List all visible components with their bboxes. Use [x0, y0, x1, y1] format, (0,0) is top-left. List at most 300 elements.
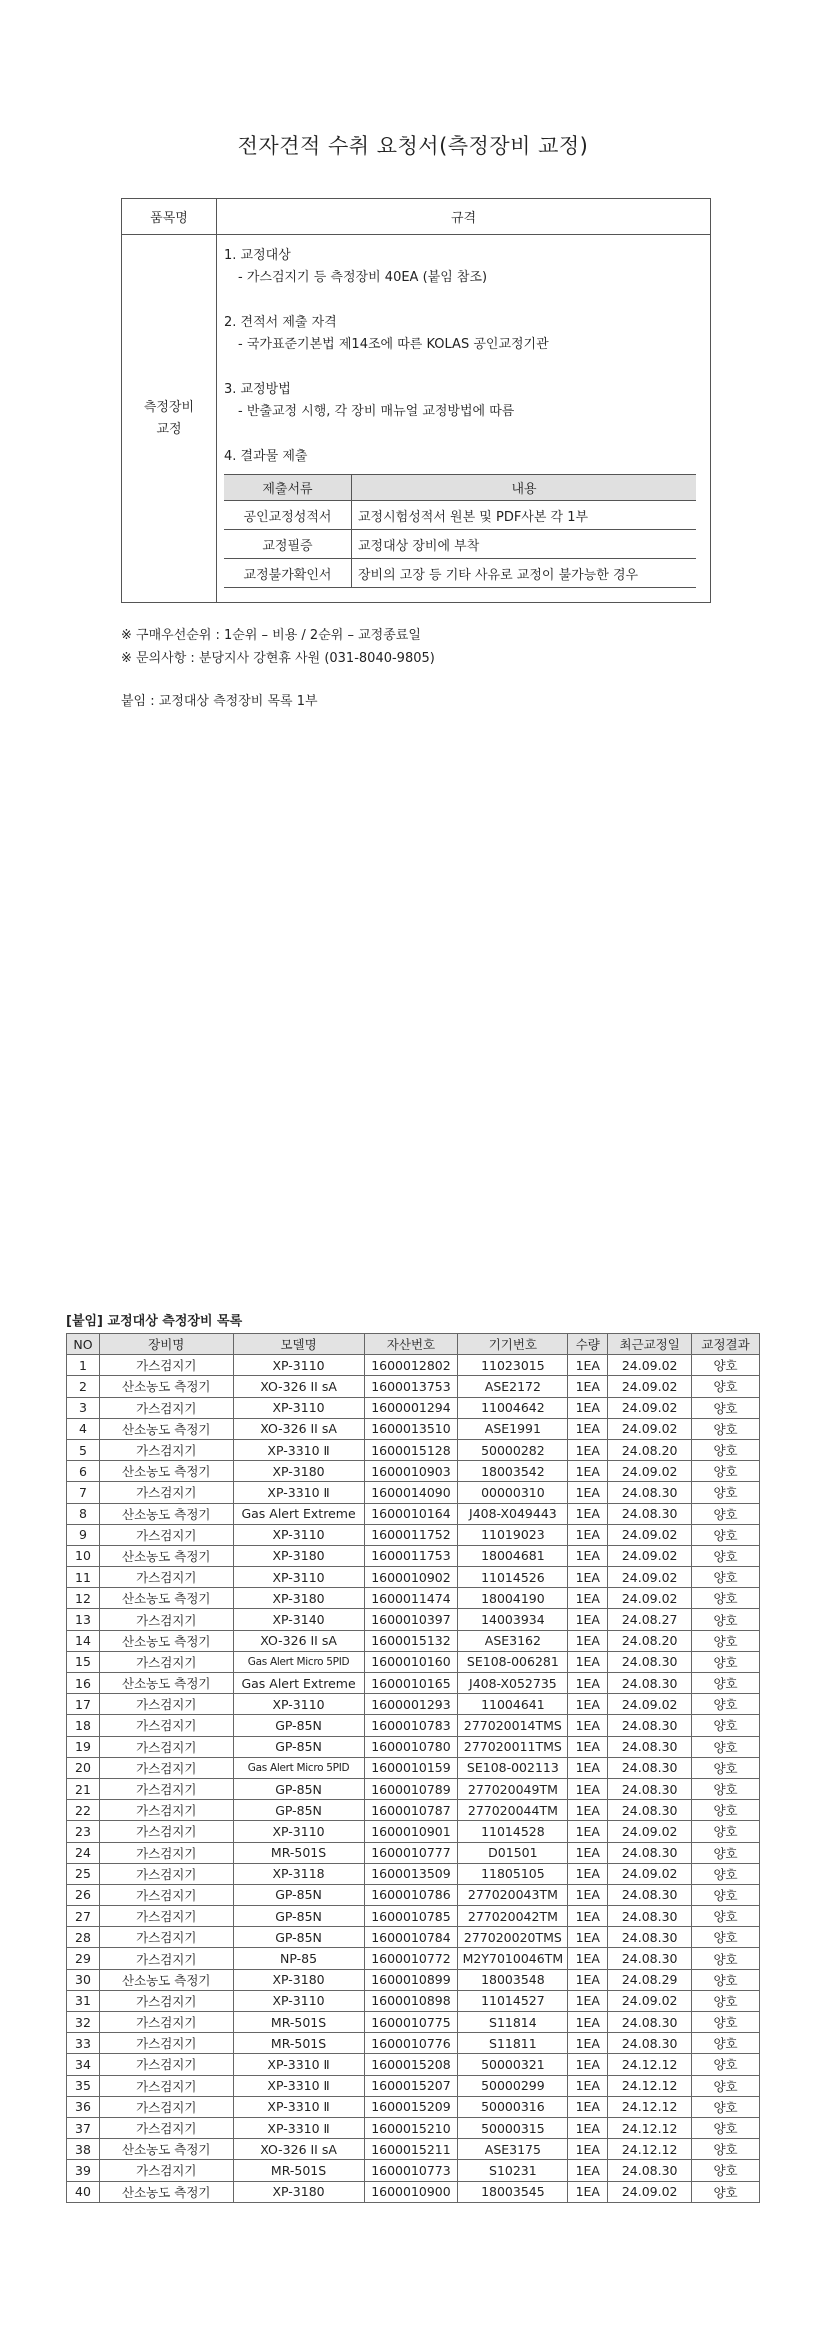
equipment-name-cell: 산소농도 측정기: [99, 1673, 233, 1694]
spec-section: [224, 245, 698, 289]
model-name-cell: GP-85N: [233, 1778, 364, 1799]
no-cell: 24: [67, 1842, 100, 1863]
quantity-cell: 1EA: [568, 2160, 608, 2181]
calibration-result-cell: 양호: [692, 1990, 760, 2011]
item-name-line2: 교정: [156, 421, 182, 437]
equipment-name-cell: 가스검지기: [99, 2096, 233, 2117]
equipment-name-cell: 가스검지기: [99, 2160, 233, 2181]
quantity-cell: 1EA: [568, 2096, 608, 2117]
last-calibration-date-cell: 24.12.12: [608, 2054, 692, 2075]
calibration-result-cell: 양호: [692, 1715, 760, 1736]
no-cell: 40: [67, 2181, 100, 2202]
last-calibration-date-cell: 24.08.30: [608, 1673, 692, 1694]
spec-section: [224, 446, 698, 468]
model-name-cell: XP-3180: [233, 2181, 364, 2202]
table-row: [67, 1503, 760, 1524]
table-row: [67, 1461, 760, 1482]
table-row: [67, 1842, 760, 1863]
asset-number-cell: 1600015128: [364, 1439, 458, 1460]
quantity-header: 수량: [568, 1334, 608, 1355]
serial-number-cell: 11004642: [458, 1397, 568, 1418]
quantity-cell: 1EA: [568, 1715, 608, 1736]
quantity-cell: 1EA: [568, 1673, 608, 1694]
no-cell: 12: [67, 1588, 100, 1609]
no-cell: 38: [67, 2139, 100, 2160]
section-heading: 2. 견적서 제출 자격: [224, 315, 337, 330]
asset-number-cell: 1600010776: [364, 2033, 458, 2054]
last-calibration-date-cell: 24.08.30: [608, 2160, 692, 2181]
asset-number-cell: 1600015210: [364, 2117, 458, 2138]
calibration-result-cell: 양호: [692, 2117, 760, 2138]
col-doc-header: 제출서류: [224, 475, 352, 501]
no-cell: 23: [67, 1821, 100, 1842]
last-calibration-date-cell: 24.08.30: [608, 1736, 692, 1757]
table-row: [67, 2096, 760, 2117]
no-cell: 31: [67, 1990, 100, 2011]
last-calibration-date-cell: 24.09.02: [608, 1418, 692, 1439]
calibration-result-cell: 양호: [692, 1673, 760, 1694]
deliverable-row: [224, 559, 696, 588]
serial-number-cell: 11023015: [458, 1355, 568, 1376]
serial-number-cell: S11814: [458, 2012, 568, 2033]
section-heading: 4. 결과물 제출: [224, 449, 308, 464]
last-calibration-date-cell: 24.12.12: [608, 2075, 692, 2096]
quantity-cell: 1EA: [568, 1863, 608, 1884]
serial-number-cell: 277020020TMS: [458, 1927, 568, 1948]
equipment-name-cell: 산소농도 측정기: [99, 1545, 233, 1566]
deliverable-content: 교정시험성적서 원본 및 PDF사본 각 1부: [352, 501, 697, 530]
calibration-result-cell: 양호: [692, 1397, 760, 1418]
quantity-cell: 1EA: [568, 2075, 608, 2096]
serial-number-cell: 11014528: [458, 1821, 568, 1842]
last-calibration-date-cell: 24.08.20: [608, 1439, 692, 1460]
quantity-cell: 1EA: [568, 2117, 608, 2138]
model-name-cell: Gas Alert Micro 5PID: [233, 1651, 364, 1672]
no-cell: 15: [67, 1651, 100, 1672]
asset-number-cell: 1600013509: [364, 1863, 458, 1884]
table-row: [67, 1524, 760, 1545]
quantity-cell: 1EA: [568, 1545, 608, 1566]
model-name-cell: MR-501S: [233, 2012, 364, 2033]
last-calibration-date-cell: 24.09.02: [608, 1545, 692, 1566]
calibration-result-cell: 양호: [692, 1376, 760, 1397]
last-calibration-date-cell: 24.08.30: [608, 1715, 692, 1736]
calibration-result-cell: 양호: [692, 1524, 760, 1545]
equipment-name-cell: 산소농도 측정기: [99, 1969, 233, 1990]
equipment-name-cell: 산소농도 측정기: [99, 2139, 233, 2160]
serial-number-cell: 18004681: [458, 1545, 568, 1566]
model-name-cell: XP-3110: [233, 1524, 364, 1545]
no-cell: 19: [67, 1736, 100, 1757]
asset-number-cell: 1600013510: [364, 1418, 458, 1439]
model-name-cell: XO-326 II sA: [233, 1376, 364, 1397]
table-row: [67, 1884, 760, 1905]
last-calibration-date-cell: 24.09.02: [608, 1397, 692, 1418]
asset-number-cell: 1600015211: [364, 2139, 458, 2160]
equipment-name-cell: 가스검지기: [99, 1927, 233, 1948]
serial-number-cell: 11805105: [458, 1863, 568, 1884]
model-name-cell: XP-3140: [233, 1609, 364, 1630]
serial-number-cell: M2Y7010046TM: [458, 1948, 568, 1969]
quantity-cell: 1EA: [568, 2054, 608, 2075]
asset-number-cell: 1600010784: [364, 1927, 458, 1948]
serial-number-cell: SE108-006281: [458, 1651, 568, 1672]
asset-number-cell: 1600010773: [364, 2160, 458, 2181]
calibration-result-cell: 양호: [692, 1800, 760, 1821]
col-spec-header: 규격: [217, 199, 711, 235]
quantity-cell: 1EA: [568, 1757, 608, 1778]
last-calibration-date-cell: 24.09.02: [608, 1567, 692, 1588]
quantity-cell: 1EA: [568, 1884, 608, 1905]
no-cell: 1: [67, 1355, 100, 1376]
document-title: 전자견적 수취 요청서(측정장비 교정): [237, 134, 589, 158]
no-cell: 2: [67, 1376, 100, 1397]
deliverable-doc: 공인교정성적서: [224, 501, 352, 530]
quantity-cell: 1EA: [568, 1927, 608, 1948]
table-row: [67, 1990, 760, 2011]
deliverable-content: 장비의 고장 등 기타 사유로 교정이 불가능한 경우: [352, 559, 697, 588]
spec-table-header: [122, 199, 711, 235]
no-cell: 27: [67, 1906, 100, 1927]
table-row: [67, 1545, 760, 1566]
table-row: [67, 1651, 760, 1672]
model-name-cell: GP-85N: [233, 1736, 364, 1757]
table-row: [67, 1863, 760, 1884]
section-detail: - 가스검지기 등 측정장비 40EA (붙임 참조): [238, 270, 488, 285]
calibration-result-cell: 양호: [692, 1503, 760, 1524]
last-calibration-date-cell: 24.12.12: [608, 2096, 692, 2117]
calibration-result-cell: 양호: [692, 1355, 760, 1376]
last-calibration-date-cell: 24.08.30: [608, 1778, 692, 1799]
table-row: [67, 1439, 760, 1460]
calibration-result-cell: 양호: [692, 1545, 760, 1566]
serial-number-cell: S11811: [458, 2033, 568, 2054]
quantity-cell: 1EA: [568, 1990, 608, 2011]
spec-table: [121, 198, 711, 603]
model-name-cell: MR-501S: [233, 2160, 364, 2181]
calibration-result-cell: 양호: [692, 1948, 760, 1969]
asset-number-cell: 1600001294: [364, 1397, 458, 1418]
last-calibration-date-cell: 24.08.27: [608, 1609, 692, 1630]
table-row: [67, 2033, 760, 2054]
no-cell: 22: [67, 1800, 100, 1821]
serial-number-cell: 11004641: [458, 1694, 568, 1715]
table-row: [67, 2160, 760, 2181]
equipment-name-cell: 산소농도 측정기: [99, 2181, 233, 2202]
asset-number-cell: 1600014090: [364, 1482, 458, 1503]
table-row: [67, 1588, 760, 1609]
quantity-cell: 1EA: [568, 1778, 608, 1799]
priority-note: ※ 구매우선순위 : 1순위 – 비용 / 2순위 – 교정종료일: [121, 628, 421, 643]
last-calibration-date-cell: 24.12.12: [608, 2139, 692, 2160]
equipment-name-cell: 가스검지기: [99, 1609, 233, 1630]
quantity-cell: 1EA: [568, 1355, 608, 1376]
calibration-result-cell: 양호: [692, 1969, 760, 1990]
calibration-result-header: 교정결과: [692, 1334, 760, 1355]
quantity-cell: 1EA: [568, 2181, 608, 2202]
asset-number-cell: 1600010164: [364, 1503, 458, 1524]
serial-number-cell: J408-X049443: [458, 1503, 568, 1524]
serial-number-cell: 50000316: [458, 2096, 568, 2117]
asset-number-cell: 1600010165: [364, 1673, 458, 1694]
no-cell: 9: [67, 1524, 100, 1545]
item-name-line1: 측정장비: [143, 399, 195, 415]
model-name-cell: XP-3110: [233, 1355, 364, 1376]
serial-number-cell: 277020014TMS: [458, 1715, 568, 1736]
equipment-name-cell: 가스검지기: [99, 1757, 233, 1778]
deliverable-row: [224, 530, 696, 559]
equipment-name-cell: 가스검지기: [99, 1821, 233, 1842]
quantity-cell: 1EA: [568, 2012, 608, 2033]
last-calibration-date-cell: 24.08.30: [608, 1503, 692, 1524]
calibration-result-cell: 양호: [692, 1651, 760, 1672]
calibration-result-cell: 양호: [692, 1482, 760, 1503]
serial-number-cell: S10231: [458, 2160, 568, 2181]
model-name-cell: XO-326 II sA: [233, 1630, 364, 1651]
asset-number-cell: 1600010899: [364, 1969, 458, 1990]
model-name-cell: Gas Alert Extreme: [233, 1673, 364, 1694]
section-detail: - 반출교정 시행, 각 장비 매뉴얼 교정방법에 따름: [238, 404, 515, 419]
quantity-cell: 1EA: [568, 1418, 608, 1439]
equipment-name-cell: 가스검지기: [99, 1567, 233, 1588]
asset-number-cell: 1600010898: [364, 1990, 458, 2011]
table-row: [67, 1969, 760, 1990]
no-cell: 13: [67, 1609, 100, 1630]
serial-number-cell: 50000315: [458, 2117, 568, 2138]
equipment-name-cell: 가스검지기: [99, 2054, 233, 2075]
last-calibration-date-cell: 24.09.02: [608, 1461, 692, 1482]
model-name-cell: XP-3310 Ⅱ: [233, 2096, 364, 2117]
no-cell: 17: [67, 1694, 100, 1715]
model-name-cell: XP-3180: [233, 1545, 364, 1566]
deliverables-header: [224, 475, 696, 501]
no-cell: 7: [67, 1482, 100, 1503]
serial-number-cell: 18003548: [458, 1969, 568, 1990]
asset-number-cell: 1600010786: [364, 1884, 458, 1905]
contact-note: ※ 문의사항 : 분당지사 강현휴 사원 (031-8040-9805): [121, 651, 435, 666]
spec-body-cell: [217, 235, 711, 603]
table-row: [67, 1778, 760, 1799]
serial-number-cell: D01501: [458, 1842, 568, 1863]
calibration-result-cell: 양호: [692, 1567, 760, 1588]
no-cell: 26: [67, 1884, 100, 1905]
serial-number-cell: 11019023: [458, 1524, 568, 1545]
quantity-cell: 1EA: [568, 1842, 608, 1863]
last-calibration-date-cell: 24.09.02: [608, 1524, 692, 1545]
section-heading: 1. 교정대상: [224, 248, 291, 263]
deliverable-doc: 교정필증: [224, 530, 352, 559]
calibration-result-cell: 양호: [692, 1906, 760, 1927]
table-row: [67, 1821, 760, 1842]
model-name-cell: MR-501S: [233, 1842, 364, 1863]
equipment-name-cell: 가스검지기: [99, 1800, 233, 1821]
asset-number-cell: 1600015132: [364, 1630, 458, 1651]
equipment-name-header: 장비명: [99, 1334, 233, 1355]
equipment-name-cell: 산소농도 측정기: [99, 1418, 233, 1439]
table-row: [67, 1482, 760, 1503]
equipment-list-table: [66, 1333, 760, 2203]
table-row: [67, 2181, 760, 2202]
model-name-cell: XP-3110: [233, 1821, 364, 1842]
calibration-result-cell: 양호: [692, 2160, 760, 2181]
equipment-list-body: [67, 1355, 760, 2203]
no-cell: 37: [67, 2117, 100, 2138]
no-cell: 32: [67, 2012, 100, 2033]
last-calibration-date-cell: 24.08.30: [608, 2012, 692, 2033]
model-name-cell: MR-501S: [233, 2033, 364, 2054]
equipment-name-cell: 가스검지기: [99, 2075, 233, 2096]
spec-section: [224, 379, 698, 423]
no-cell: 5: [67, 1439, 100, 1460]
quantity-cell: 1EA: [568, 1694, 608, 1715]
table-row: [67, 1694, 760, 1715]
last-calibration-date-cell: 24.08.30: [608, 1800, 692, 1821]
equipment-name-cell: 가스검지기: [99, 1736, 233, 1757]
col-content-header: 내용: [352, 475, 697, 501]
deliverable-content: 교정대상 장비에 부착: [352, 530, 697, 559]
table-row: [67, 1927, 760, 1948]
section-detail: - 국가표준기본법 제14조에 따른 KOLAS 공인교정기관: [238, 337, 549, 352]
equipment-name-cell: 가스검지기: [99, 1651, 233, 1672]
table-row: [67, 1736, 760, 1757]
model-name-cell: XP-3118: [233, 1863, 364, 1884]
serial-number-cell: 277020011TMS: [458, 1736, 568, 1757]
last-calibration-date-cell: 24.09.02: [608, 1821, 692, 1842]
model-name-cell: XP-3310 Ⅱ: [233, 2075, 364, 2096]
calibration-result-cell: 양호: [692, 1609, 760, 1630]
calibration-result-cell: 양호: [692, 2054, 760, 2075]
model-name-cell: XP-3310 Ⅱ: [233, 2117, 364, 2138]
quantity-cell: 1EA: [568, 1609, 608, 1630]
asset-number-cell: 1600010780: [364, 1736, 458, 1757]
model-name-cell: XP-3180: [233, 1461, 364, 1482]
attachment-note: 붙임 : 교정대상 측정장비 목록 1부: [121, 694, 318, 709]
table-row: [67, 1948, 760, 1969]
calibration-result-cell: 양호: [692, 1927, 760, 1948]
serial-number-cell: 00000310: [458, 1482, 568, 1503]
table-row: [67, 1397, 760, 1418]
equipment-name-cell: 산소농도 측정기: [99, 1461, 233, 1482]
no-cell: 11: [67, 1567, 100, 1588]
serial-number-cell: 50000321: [458, 2054, 568, 2075]
serial-number-cell: ASE3175: [458, 2139, 568, 2160]
equipment-name-cell: 산소농도 측정기: [99, 1630, 233, 1651]
equipment-name-cell: 가스검지기: [99, 1397, 233, 1418]
model-name-cell: XP-3310 Ⅱ: [233, 2054, 364, 2075]
quantity-cell: 1EA: [568, 1800, 608, 1821]
last-calibration-date-cell: 24.08.30: [608, 1842, 692, 1863]
equipment-name-cell: 가스검지기: [99, 1482, 233, 1503]
table-row: [67, 2139, 760, 2160]
model-name-cell: Gas Alert Extreme: [233, 1503, 364, 1524]
no-cell: 21: [67, 1778, 100, 1799]
appendix-title: [붙임] 교정대상 측정장비 목록: [66, 1314, 243, 1329]
serial-number-cell: 18004190: [458, 1588, 568, 1609]
asset-number-cell: 1600010902: [364, 1567, 458, 1588]
model-name-cell: XP-3180: [233, 1969, 364, 1990]
no-cell: 14: [67, 1630, 100, 1651]
calibration-result-cell: 양호: [692, 2075, 760, 2096]
no-cell: 36: [67, 2096, 100, 2117]
calibration-result-cell: 양호: [692, 1418, 760, 1439]
equipment-name-cell: 가스검지기: [99, 1778, 233, 1799]
asset-number-cell: 1600011753: [364, 1545, 458, 1566]
deliverable-doc: 교정불가확인서: [224, 559, 352, 588]
equipment-name-cell: 가스검지기: [99, 1715, 233, 1736]
asset-number-cell: 1600010903: [364, 1461, 458, 1482]
spec-section: [224, 312, 698, 356]
table-row: [67, 1376, 760, 1397]
last-calibration-date-cell: 24.08.30: [608, 1948, 692, 1969]
serial-number-cell: 50000282: [458, 1439, 568, 1460]
equipment-name-cell: 가스검지기: [99, 1863, 233, 1884]
calibration-result-cell: 양호: [692, 2096, 760, 2117]
quantity-cell: 1EA: [568, 1588, 608, 1609]
last-calibration-date-cell: 24.09.02: [608, 1588, 692, 1609]
equipment-name-cell: 가스검지기: [99, 2117, 233, 2138]
table-row: [67, 1906, 760, 1927]
calibration-result-cell: 양호: [692, 1884, 760, 1905]
quantity-cell: 1EA: [568, 1503, 608, 1524]
serial-number-cell: 277020042TM: [458, 1906, 568, 1927]
equipment-name-cell: 산소농도 측정기: [99, 1503, 233, 1524]
equipment-name-cell: 가스검지기: [99, 1355, 233, 1376]
no-cell: 39: [67, 2160, 100, 2181]
quantity-cell: 1EA: [568, 1439, 608, 1460]
last-calibration-date-cell: 24.08.30: [608, 2033, 692, 2054]
quantity-cell: 1EA: [568, 1567, 608, 1588]
last-calibration-date-cell: 24.08.30: [608, 1906, 692, 1927]
serial-number-cell: ASE1991: [458, 1418, 568, 1439]
asset-number-cell: 1600010900: [364, 2181, 458, 2202]
no-cell: 20: [67, 1757, 100, 1778]
asset-number-cell: 1600010789: [364, 1778, 458, 1799]
no-cell: 3: [67, 1397, 100, 1418]
last-calibration-date-cell: 24.08.30: [608, 1651, 692, 1672]
table-row: [67, 2117, 760, 2138]
equipment-name-cell: 가스검지기: [99, 1439, 233, 1460]
no-cell: 33: [67, 2033, 100, 2054]
table-row: [67, 1673, 760, 1694]
no-cell: 30: [67, 1969, 100, 1990]
calibration-result-cell: 양호: [692, 1461, 760, 1482]
calibration-result-cell: 양호: [692, 1842, 760, 1863]
asset-number-cell: 1600011752: [364, 1524, 458, 1545]
model-name-cell: GP-85N: [233, 1715, 364, 1736]
table-row: [67, 1630, 760, 1651]
serial-number-cell: ASE3162: [458, 1630, 568, 1651]
model-name-cell: XO-326 II sA: [233, 1418, 364, 1439]
equipment-name-cell: 가스검지기: [99, 1842, 233, 1863]
calibration-result-cell: 양호: [692, 1863, 760, 1884]
equipment-name-cell: 가스검지기: [99, 1948, 233, 1969]
model-name-cell: XP-3180: [233, 1588, 364, 1609]
quantity-cell: 1EA: [568, 1482, 608, 1503]
equipment-name-cell: 산소농도 측정기: [99, 1588, 233, 1609]
model-name-cell: XP-3110: [233, 1990, 364, 2011]
serial-number-cell: 18003545: [458, 2181, 568, 2202]
item-name-cell: [122, 235, 217, 603]
quantity-cell: 1EA: [568, 1461, 608, 1482]
model-name-cell: XO-326 II sA: [233, 2139, 364, 2160]
last-calibration-date-cell: 24.09.02: [608, 1355, 692, 1376]
table-row: [67, 1418, 760, 1439]
calibration-result-cell: 양호: [692, 2012, 760, 2033]
last-calibration-date-cell: 24.08.20: [608, 1630, 692, 1651]
last-calibration-date-cell: 24.12.12: [608, 2117, 692, 2138]
spec-table-row: [122, 235, 711, 603]
asset-number-cell: 1600010901: [364, 1821, 458, 1842]
